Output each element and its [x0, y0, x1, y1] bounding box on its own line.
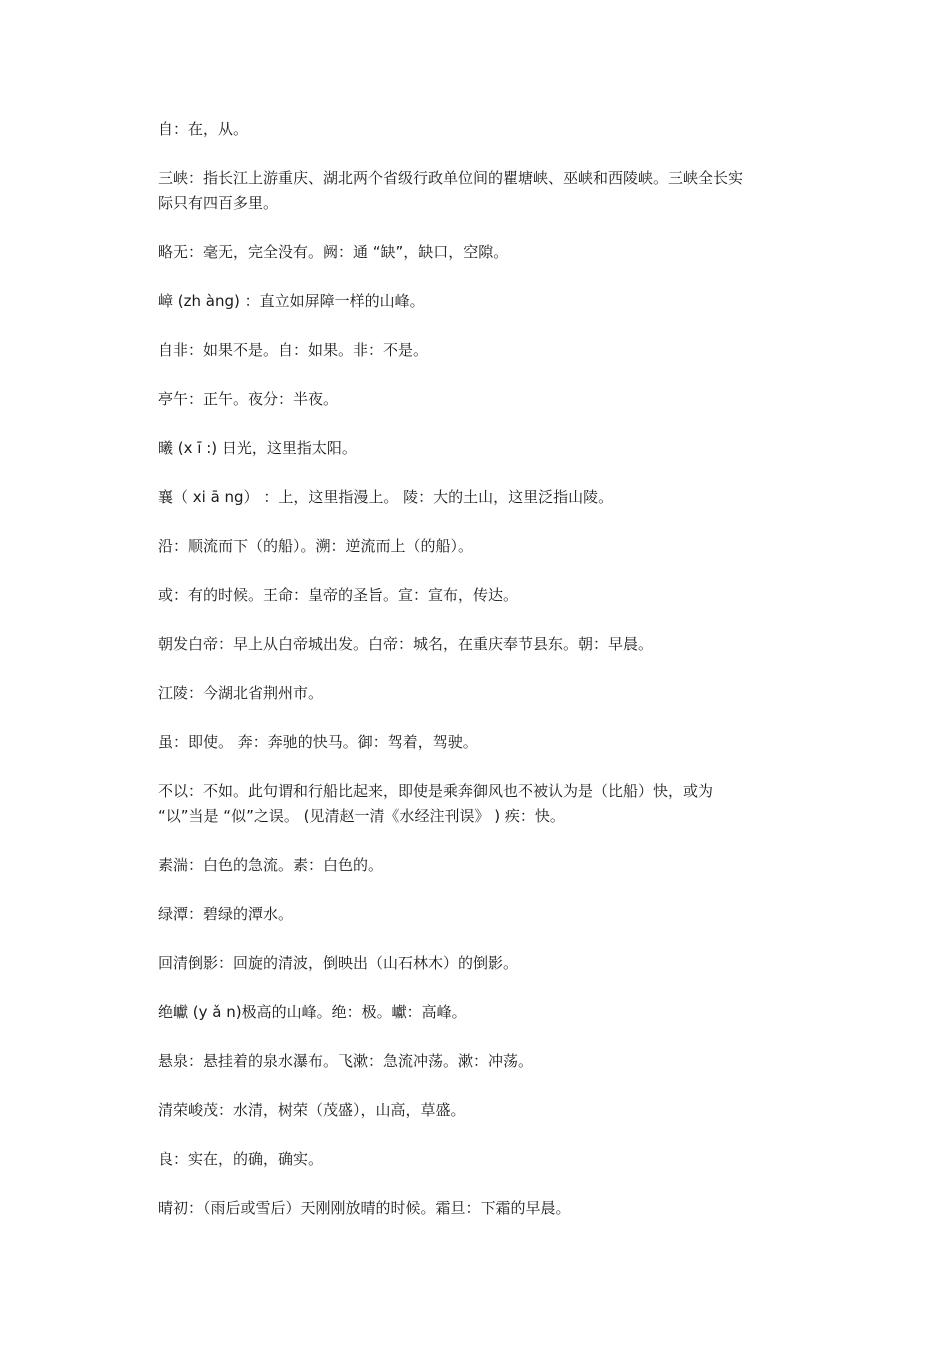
annotation-list — [158, 117, 743, 1245]
annotation-item: 略无：毫无，完全没有。阙：通 “缺”，缺口，空隙。 — [158, 243, 509, 261]
annotation-item: 襄（ xi ā ng） ：上，这里指漫上。 陵：大的土山，这里泛指山陵。 — [158, 488, 614, 506]
annotation-item: 绝巘 (y ǎ n)极高的山峰。绝：极。巘：高峰。 — [158, 1003, 467, 1021]
annotation-item: 清荣峻茂：水清，树荣（茂盛），山高，草盛。 — [158, 1101, 466, 1119]
annotation-item: 绿潭：碧绿的潭水。 — [158, 905, 294, 923]
annotation-item: 晴初：（雨后或雪后）天刚刚放晴的时候。霜旦：下霜的早晨。 — [158, 1199, 571, 1217]
annotation-item: 回清倒影：回旋的清波，倒映出（山石林木）的倒影。 — [158, 954, 519, 972]
annotation-item: 江陵：今湖北省荆州市。 — [158, 684, 324, 702]
annotation-item: 沿：顺流而下（的船）。溯：逆流而上（的船）。 — [158, 537, 474, 555]
annotation-item: 虽：即使。 奔：奔驰的快马。御：驾着，驾驶。 — [158, 733, 478, 751]
annotation-item: 良：实在，的确，确实。 — [158, 1150, 324, 1168]
annotation-item: 不以：不如。此句谓和行船比起来，即使是乘奔御风也不被认为是（比船）快，或为 “以”当是 “似”之误。 (见清赵一清《水经注刊误》 ) 疾：快。 — [158, 782, 714, 825]
annotation-item: 悬泉：悬挂着的泉水瀑布。飞漱：急流冲荡。漱：冲荡。 — [158, 1052, 534, 1070]
annotation-item: 素湍：白色的急流。素：白色的。 — [158, 856, 384, 874]
annotation-item: 亭午：正午。夜分：半夜。 — [158, 390, 339, 408]
annotation-item: 自：在，从。 — [158, 120, 249, 138]
annotation-item: 三峡：指长江上游重庆、湖北两个省级行政单位间的瞿塘峡、巫峡和西陵峡。三峡全长实际只有四百多里。 — [158, 169, 744, 212]
annotation-item: 朝发白帝：早上从白帝城出发。白帝：城名，在重庆奉节县东。朝：早晨。 — [158, 635, 654, 653]
annotation-item: 嶂 (zh àng) ：直立如屏障一样的山峰。 — [158, 292, 425, 310]
annotation-item: 自非：如果不是。自：如果。非：不是。 — [158, 341, 429, 359]
annotation-item: 或：有的时候。王命：皇帝的圣旨。宣：宣布，传达。 — [158, 586, 519, 604]
annotation-item: 曦 (x ī :) 日光，这里指太阳。 — [158, 439, 357, 457]
